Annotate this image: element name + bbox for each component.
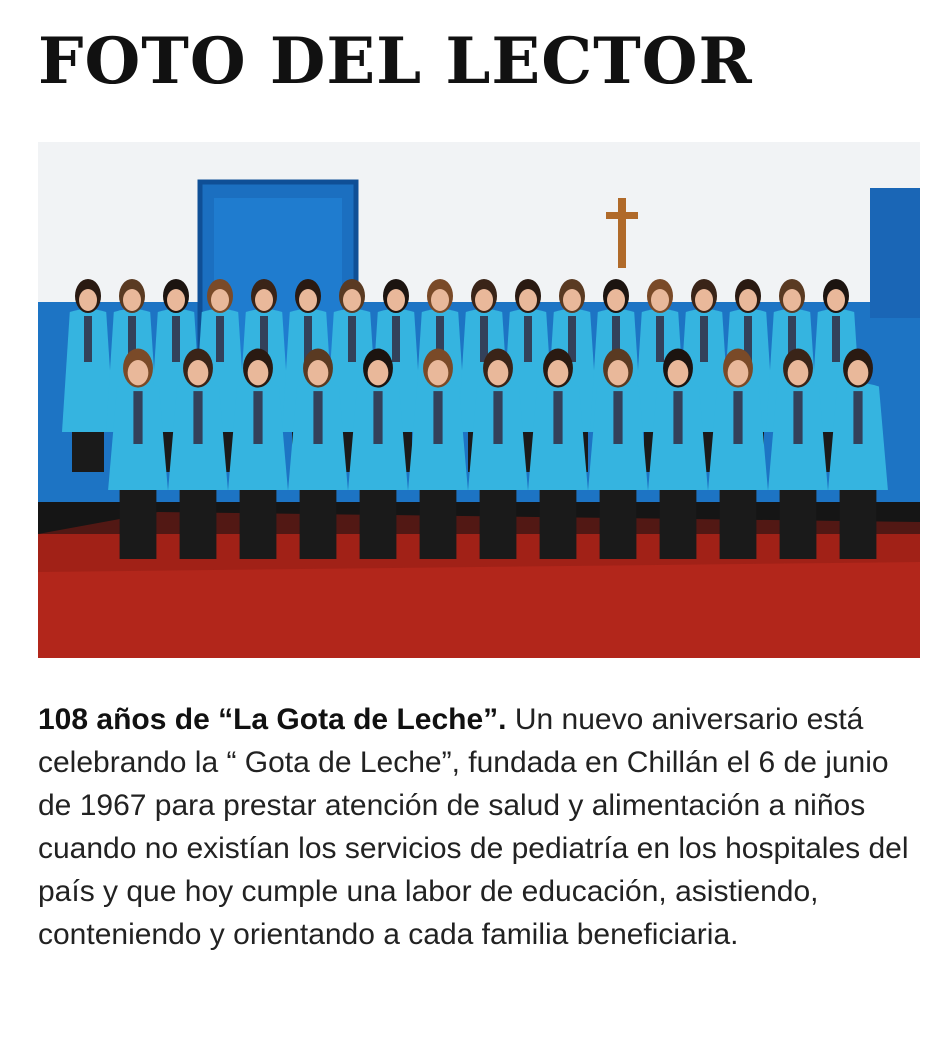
caption-body: Un nuevo aniversario está celebrando la “ Gota de Leche”, fundada en Chillán el 6 de junio de 1967 para prestar atención de salud y alimentación a niños cuando no existían los servicios de pediatría en los hospitales del país y que hoy cumple una labor de educación, asistiendo, conteniendo y orientando a cada familia beneficiaria.: [38, 703, 909, 951]
photo-window: [870, 188, 920, 318]
section-title: FOTO DEL LECTOR: [38, 24, 753, 99]
group-photo: [38, 142, 920, 658]
caption-lead: 108 años de “La Gota de Leche”.: [38, 703, 507, 736]
photo-caption: [38, 698, 918, 956]
